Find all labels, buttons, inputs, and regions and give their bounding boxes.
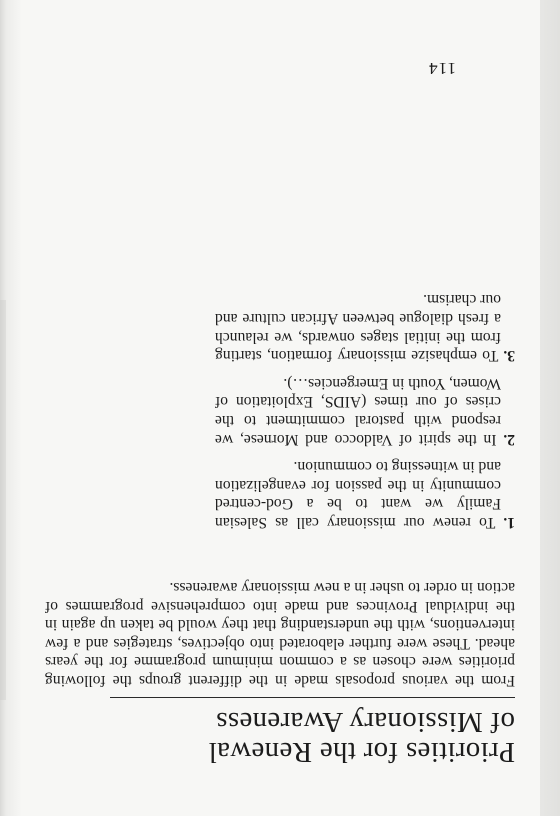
intro-text: From the various proposals made in the different groups the following priorities were chosen as a common minimum programme for the years ahead. These were further elaborated into objectives, strategies and a few interventions, with the understanding that they would be taken up again in the individual Provinces and made into comprehensive programmes of action in order to usher in a new missionary awareness. [45, 579, 515, 689]
title-line-1: Priorities for the Renewal [208, 736, 515, 768]
item-text: To renew our missionary call as Salesian Family we want to be a God-centred community in the passion for evangelization and in witnessing to communion. [214, 458, 501, 531]
list-item [215, 290, 515, 364]
title-line-2: of Missionary Awareness [215, 706, 515, 738]
page-number: 114 [428, 59, 456, 78]
title-divider [110, 697, 515, 698]
item-text: In the spirit of Valdocco and Mornese, we respond with pastoral commitment to the crises of our times (AIDS, Exploitation of Women, Youth in Emergencies…). [215, 374, 501, 448]
priorities-list [215, 281, 515, 531]
section-title [85, 707, 515, 767]
intro-paragraph [45, 577, 515, 689]
item-number: 1. [503, 514, 515, 531]
list-item [215, 457, 515, 531]
list-item [215, 373, 515, 447]
item-number: 2. [503, 430, 515, 448]
item-text: To emphasize missionary formation, starting from the initial stages onwards, we relaunch a fresh dialogue between African culture and our charism. [215, 291, 501, 365]
item-number: 3. [503, 347, 515, 365]
